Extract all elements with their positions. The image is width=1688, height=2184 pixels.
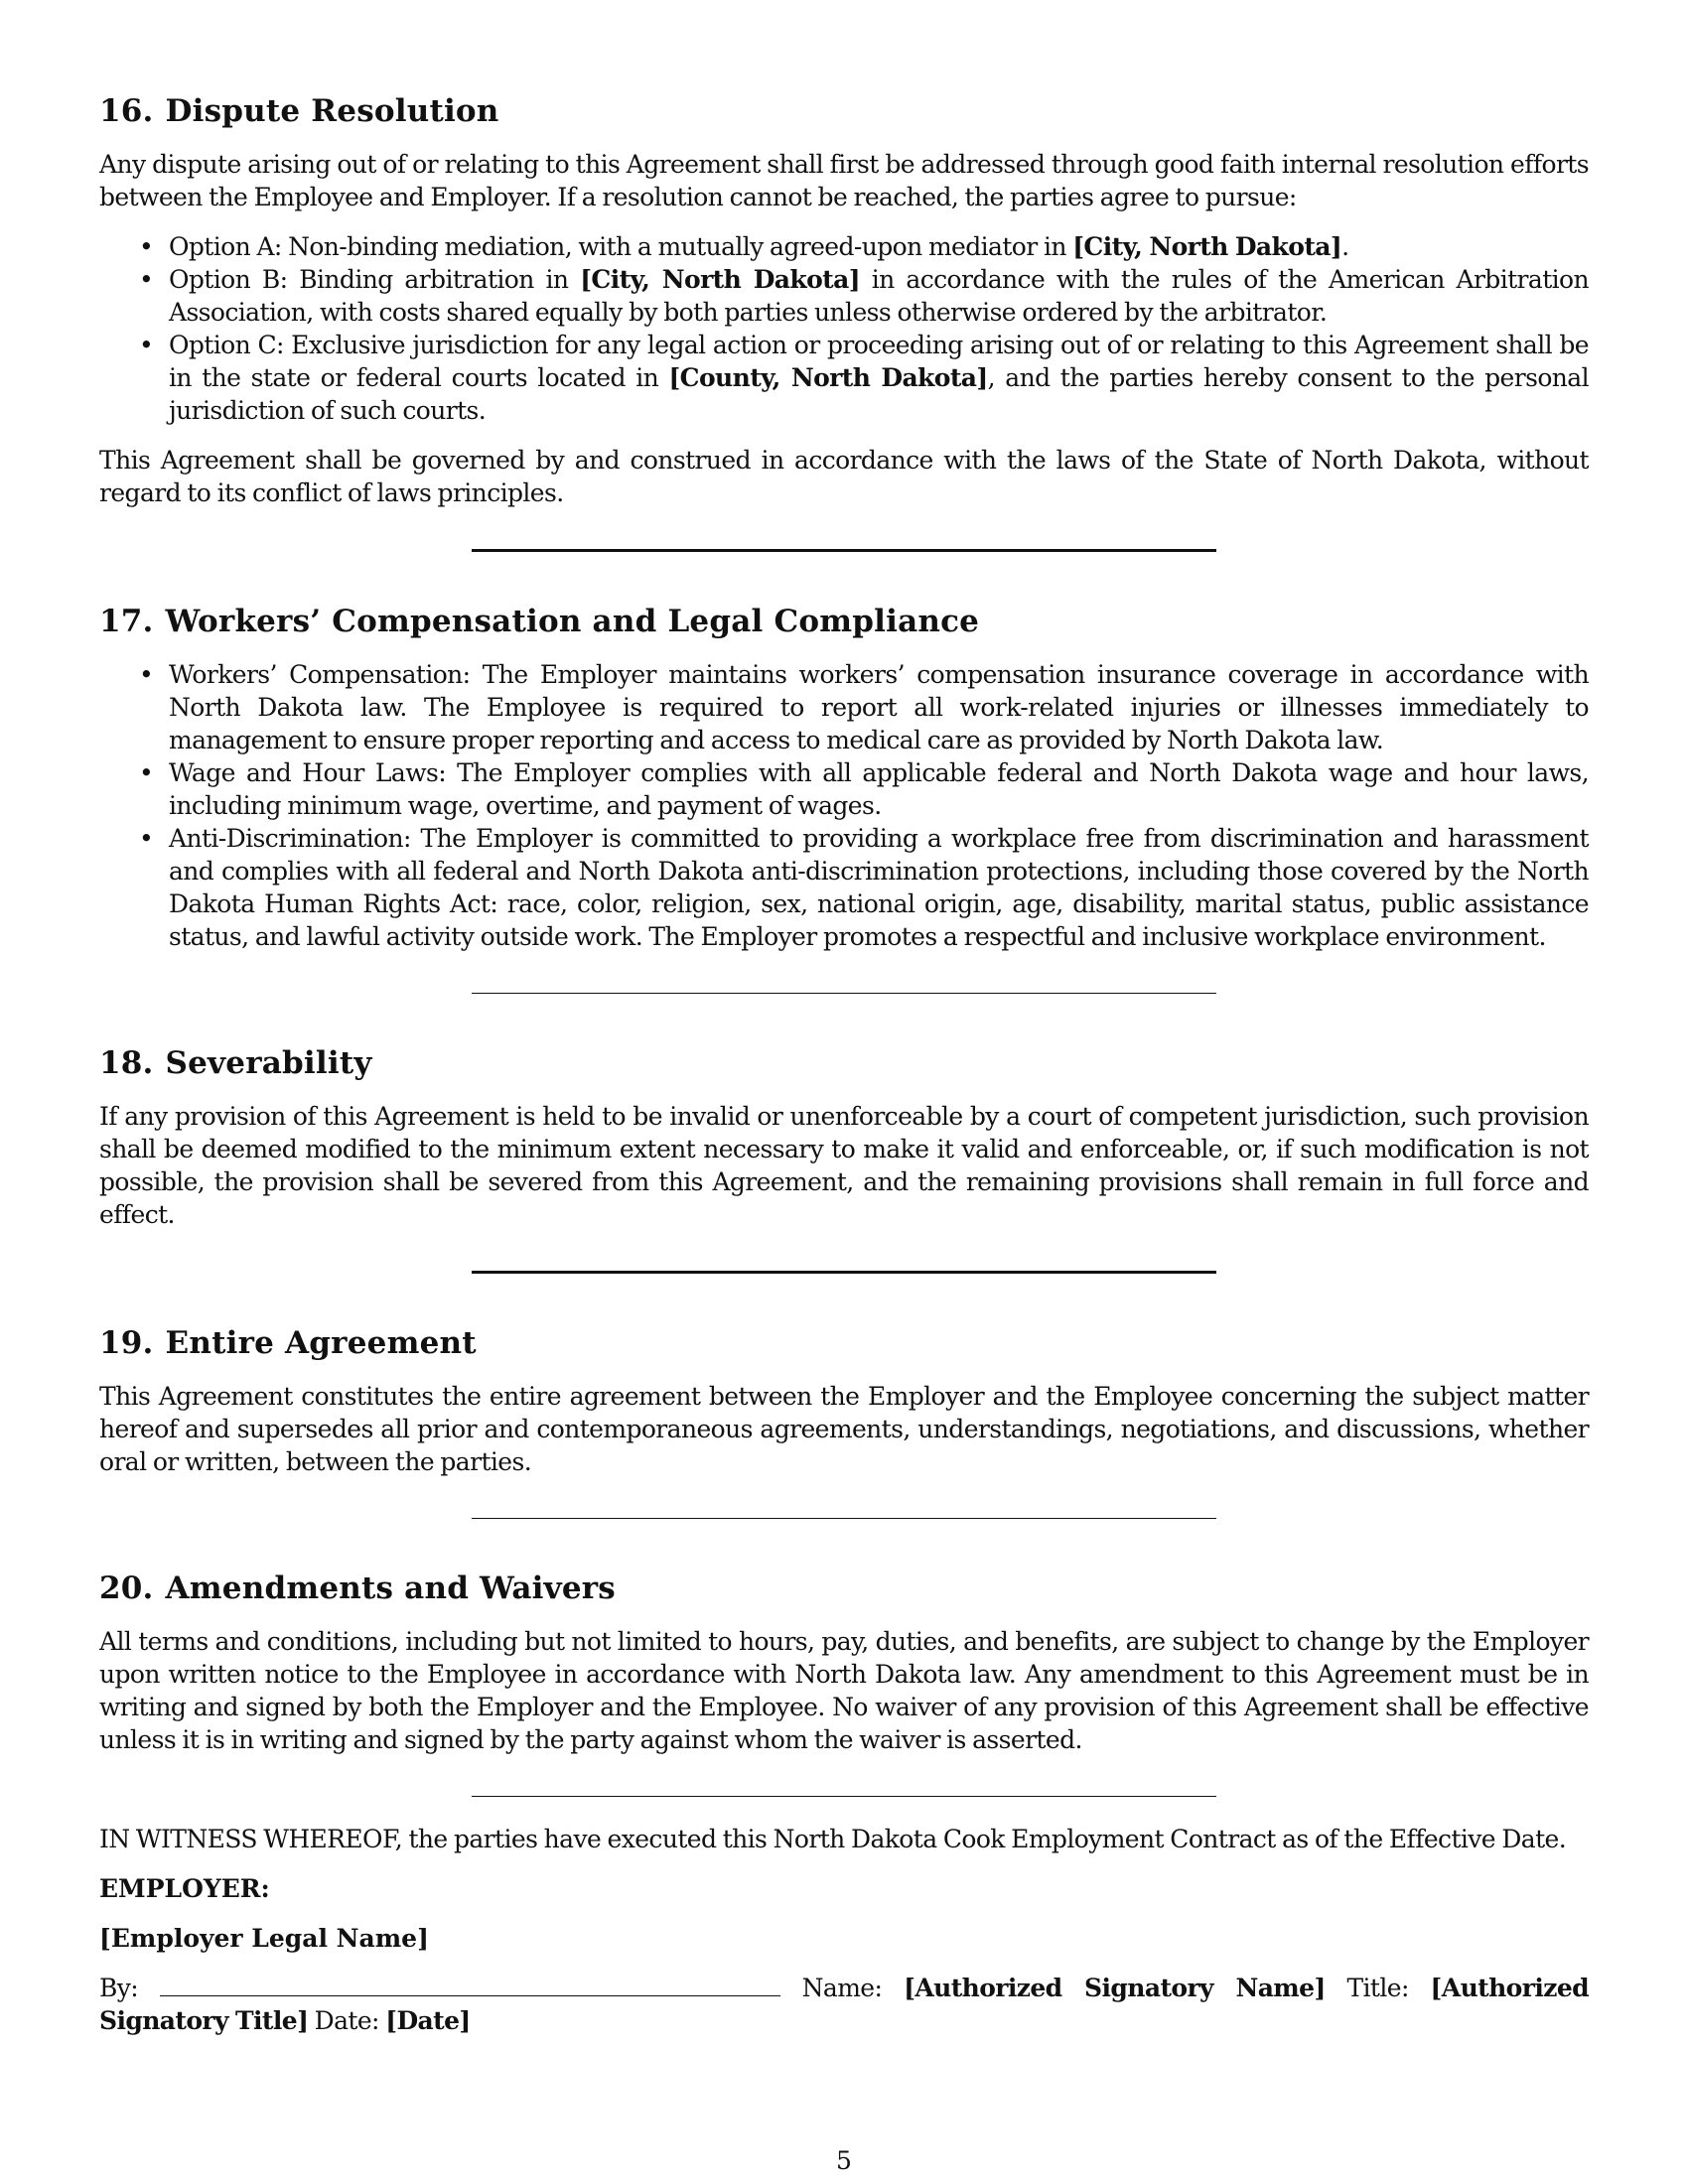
signatory-title-placeholder: [Authorized Signatory Title]	[99, 1974, 1589, 2035]
option-text: Option A: Non-binding mediation, with a mutually agreed-upon mediator in	[169, 232, 1073, 261]
section-paragraph: Any dispute arising out of or relating to this Agreement shall first be addressed through good faith internal resolution efforts between the Employee and Employer. If a resolution cannot be reached, the parties agree to pursue:	[99, 150, 1589, 211]
compliance-list	[99, 658, 1589, 953]
section-17-workers-compensation	[99, 602, 1589, 953]
section-title: Dispute Resolution	[165, 93, 499, 129]
section-heading	[99, 91, 1589, 131]
section-divider	[472, 993, 1216, 994]
section-number: 17.	[99, 604, 154, 639]
section-paragraph: All terms and conditions, including but not limited to hours, pay, duties, and benefits, are subject to change by the Employer upon written notice to the Employee in accordance with North Dakota law. Any amendment to this Agreement must be in writing and signed by both the Employer and the Employee. No waiver of any provision of this Agreement shall be effective unless it is in writing and signed by the party against whom the waiver is asserted.	[99, 1627, 1589, 1754]
section-heading	[99, 1323, 1589, 1363]
option-text: .	[1341, 232, 1349, 261]
section-title: Severability	[165, 1045, 372, 1081]
name-label: Name:	[801, 1974, 883, 2002]
section-paragraph: This Agreement constitutes the entire agreement between the Employer and the Employee concerning the subject matter hereof and supersedes all prior and contemporaneous agreements, understandings, negotiations, and discussions, whether oral or written, between the parties.	[99, 1382, 1589, 1476]
section-heading	[99, 1569, 1589, 1608]
witness-paragraph: IN WITNESS WHEREOF, the parties have executed this North Dakota Cook Employment Contract as of the Effective Date.	[99, 1825, 1567, 1853]
placeholder-field: [County, North Dakota]	[668, 363, 988, 392]
placeholder-field: [City, North Dakota]	[1072, 232, 1342, 261]
section-paragraph: If any provision of this Agreement is held to be invalid or unenforceable by a court of competent jurisdiction, such provision shall be deemed modified to the minimum extent necessary to make it valid and enforceable, or, if such modification is not possible, the provision shall be severed from this Agreement, and the remaining provisions shall remain in full force and effect.	[99, 1102, 1589, 1229]
option-b-item	[169, 263, 1589, 329]
section-heading	[99, 1043, 1589, 1083]
section-number: 19.	[99, 1325, 154, 1361]
governing-law-paragraph: This Agreement shall be governed by and construed in accordance with the laws of the State of North Dakota, without regard to its conflict of laws principles.	[99, 446, 1589, 507]
signatory-name-placeholder: [Authorized Signatory Name]	[904, 1974, 1326, 2002]
section-divider	[472, 549, 1216, 552]
signature-block	[99, 1823, 1589, 2037]
date-placeholder: [Date]	[385, 2006, 471, 2035]
document-page	[99, 91, 1589, 2037]
section-18-severability	[99, 1043, 1589, 1231]
date-label: Date:	[314, 2006, 379, 2035]
option-a-item	[169, 230, 1589, 263]
by-label: By:	[99, 1974, 139, 2002]
section-title: Amendments and Waivers	[165, 1570, 616, 1606]
section-heading	[99, 602, 1589, 641]
section-title: Workers’ Compensation and Legal Compliance	[165, 604, 980, 639]
page-number: 5	[836, 2146, 852, 2175]
title-label: Title:	[1346, 1974, 1409, 2002]
section-number: 20.	[99, 1570, 154, 1606]
section-divider	[472, 1518, 1216, 1519]
signature-line[interactable]	[160, 1972, 780, 1996]
section-number: 18.	[99, 1045, 154, 1081]
section-20-amendments	[99, 1569, 1589, 1756]
employer-label: EMPLOYER:	[99, 1874, 270, 1903]
option-text: in accordance with the rules of the American Arbitration Association, with costs shared equally by both parties unless otherwise ordered by the arbitrator.	[169, 265, 1589, 327]
option-text: , and the parties hereby consent to the personal jurisdiction of such courts.	[169, 363, 1589, 425]
option-text: Option B: Binding arbitration in	[169, 265, 581, 294]
section-title: Entire Agreement	[165, 1325, 477, 1361]
signatory-line	[99, 1972, 1589, 2037]
section-divider	[472, 1796, 1216, 1797]
list-item: • Anti-Discrimination: The Employer is committed to providing a workplace free from discrimination and harassment and complies with all federal and North Dakota anti-discrimination protections, including those covered by the North Dakota Human Rights Act: race, color, religion, sex, national origin, age, disability, marital status, public assistance status, and lawful activity outside work. The Employer promotes a respectful and inclusive workplace environment.	[169, 822, 1589, 953]
employer-legal-name: [Employer Legal Name]	[99, 1924, 429, 1953]
list-item: • Wage and Hour Laws: The Employer complies with all applicable federal and North Dakota wage and hour laws, including minimum wage, overtime, and payment of wages.	[169, 756, 1589, 822]
list-item: • Workers’ Compensation: The Employer maintains workers’ compensation insurance coverage in accordance with North Dakota law. The Employee is required to report all work-related injuries or illnesses immediately to management to ensure proper reporting and access to medical care as provided by North Dakota law.	[169, 658, 1589, 756]
section-number: 16.	[99, 93, 154, 129]
option-c-item	[169, 329, 1589, 427]
section-divider	[472, 1271, 1216, 1274]
option-text: Option C: Exclusive jurisdiction for any legal action or proceeding arising out of or relating to this Agreement shall be in the state or federal courts located in	[169, 331, 1589, 392]
section-19-entire-agreement	[99, 1323, 1589, 1478]
placeholder-field: [City, North Dakota]	[580, 265, 860, 294]
option-list	[99, 230, 1589, 427]
section-16-dispute-resolution	[99, 91, 1589, 509]
